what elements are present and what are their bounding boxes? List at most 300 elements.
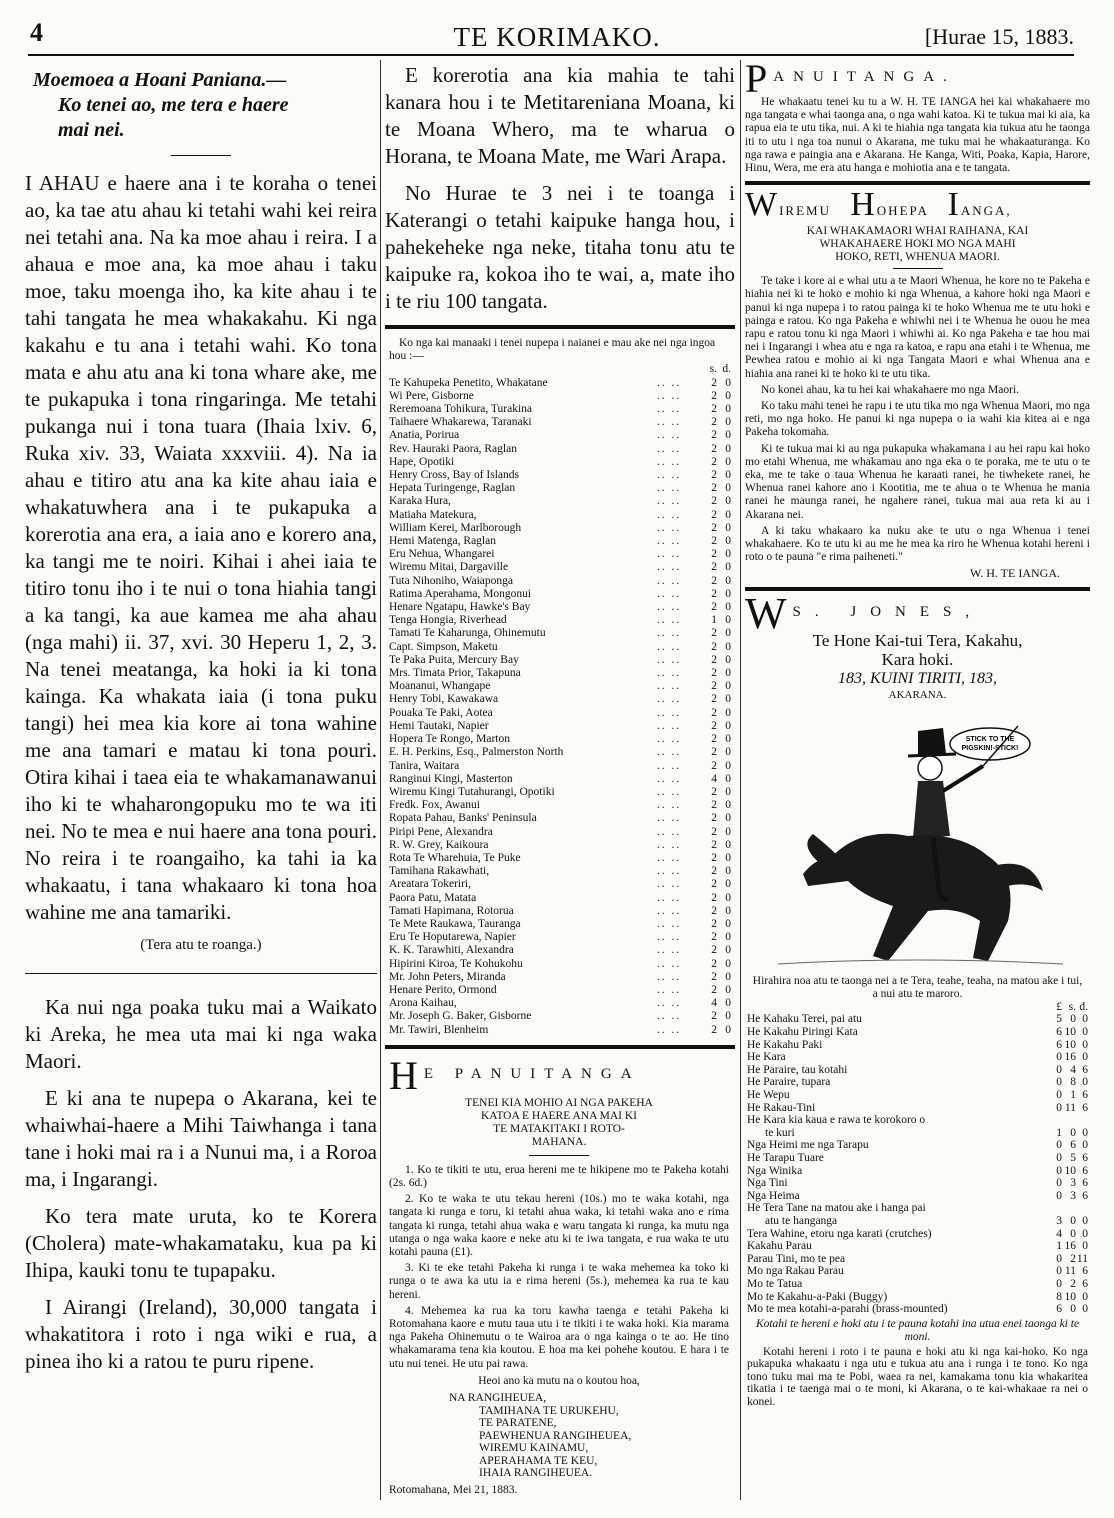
leader-dots: .. .. (656, 469, 682, 482)
subscriber-shillings: 2 (711, 759, 717, 772)
leader-dots: .. .. (656, 508, 682, 521)
subscriber-name: Piripi Pene, Alexandra (389, 825, 493, 838)
notice-item-1: 1. Ko te tikiti te utu, erua hereni me te hikipene mo te Pakeha kotahi (2s. 6d.) (389, 1163, 729, 1189)
subscriber-rows (389, 377, 731, 1037)
price-pence: 6 (1082, 1265, 1088, 1278)
subscriber-name: Hipirini Kiroa, Te Kohukohu (389, 957, 523, 970)
leader-dots: .. .. (656, 878, 682, 891)
notice-place-date: Rotomahana, Mei 21, 1883. (389, 1483, 518, 1496)
signatory-name: APERAHAMA TE KEU, (479, 1454, 598, 1467)
price-pounds: 0 (1056, 1051, 1062, 1064)
shilling-header: s. (709, 363, 717, 376)
notice-signatories (389, 1392, 729, 1480)
subscribers-intro: Ko nga kai manaaki i tenei nupepa i naianei e mau ake nei nga ingoa hou :— (389, 337, 716, 363)
column-3 (745, 62, 1090, 1502)
section-rule (745, 587, 1090, 591)
subscriber-shillings: 2 (711, 799, 717, 812)
subscriber-name: Paora Patu, Matata (389, 891, 477, 904)
subscriber-pence: 0 (725, 878, 731, 891)
price-pence: 0 (1082, 1051, 1088, 1064)
price-item: Mo te mea kotahi-a-parahi (brass-mounted) (747, 1303, 948, 1316)
ad-address: 183, KUINI TIRITI, 183, (837, 669, 998, 687)
subscriber-row (389, 693, 731, 706)
subscriber-shillings: 2 (711, 535, 717, 548)
price-pounds: 3 (1056, 1214, 1062, 1227)
subscriber-shillings: 2 (711, 957, 717, 970)
price-item: Tera Wahine, etoru nga karati (crutches) (747, 1227, 932, 1240)
subscriber-row (389, 971, 731, 984)
price-item: He Rakau-Tini (747, 1101, 816, 1114)
subscriber-row (389, 812, 731, 825)
subscriber-pence: 0 (725, 944, 731, 957)
subscriber-name: E. H. Perkins, Esq., Palmerston North (389, 746, 564, 759)
ad-city: AKARANA. (888, 688, 947, 701)
pence-header: d. (722, 363, 731, 376)
price-row (747, 1102, 1088, 1115)
subscriber-pence: 0 (725, 785, 731, 798)
subscriber-shillings: 2 (711, 983, 717, 996)
price-row (747, 1127, 1088, 1140)
leader-dots: .. .. (656, 957, 682, 970)
price-item: te kuri (765, 1126, 795, 1139)
subscriber-row (389, 746, 731, 759)
price-pence: 0 (1082, 1026, 1088, 1039)
price-row (747, 1139, 1088, 1152)
leader-dots: .. .. (656, 416, 682, 429)
price-pounds: 6 (1056, 1026, 1062, 1039)
subscriber-name: Matiaha Matekura, (389, 508, 477, 521)
subscriber-pence: 0 (725, 495, 731, 508)
subscriber-row (389, 1010, 731, 1023)
subscriber-shillings: 2 (711, 680, 717, 693)
ground-line (778, 960, 1063, 964)
subscriber-name: Henare Ngatapu, Hawke's Bay (389, 601, 531, 614)
subscriber-name: Karaka Hura, (389, 495, 451, 508)
subscriber-name: Henry Cross, Bay of Islands (389, 469, 519, 482)
price-shillings: 10 (1064, 1026, 1076, 1039)
section-rule (385, 1045, 735, 1049)
leader-dots: .. .. (656, 865, 682, 878)
subscriber-name: Tamati Te Kaharunga, Ohinemutu (389, 627, 546, 640)
subscriber-row (389, 905, 731, 918)
subscriber-row (389, 627, 731, 640)
rider-arm (943, 766, 983, 791)
subscriber-pence: 0 (725, 733, 731, 746)
subscriber-row (389, 443, 731, 456)
subscriber-name: Tamati Hapimana, Rotorua (389, 904, 514, 917)
subscriber-name: K. K. Tarawhiti, Alexandra (389, 944, 514, 957)
leader-dots: .. .. (656, 746, 682, 759)
subscriber-row (389, 561, 731, 574)
subscriber-shillings: 2 (711, 931, 717, 944)
price-item: Mo te Tatua (747, 1277, 803, 1290)
subscriber-name: Eru Nehua, Whangarei (389, 548, 495, 561)
leader-dots: .. .. (656, 693, 682, 706)
section-rule (385, 325, 735, 329)
subscriber-shillings: 2 (711, 403, 717, 416)
price-pounds: 5 (1056, 1013, 1062, 1026)
signatory-name: IHAIA RANGIHEUEA. (479, 1467, 593, 1480)
price-shillings: 0 (1070, 1126, 1076, 1139)
subscriber-name: Tenga Hongia, Riverhead (389, 614, 507, 627)
price-row (747, 1039, 1088, 1052)
subscriber-shillings: 2 (711, 429, 717, 442)
notice-item-3: 3. Ki te eke tetahi Pakeha ki runga i te waka mehemea ka toko ki runga o te awa ka utu ia e rima hereni (5s.), mehemea ka rua te kau hereni. (389, 1262, 729, 1301)
subscriber-pence: 0 (725, 812, 731, 825)
subscriber-pence: 0 (725, 667, 731, 680)
subscriber-row (389, 654, 731, 667)
leader-dots: .. .. (656, 680, 682, 693)
price-item: Mo nga Rakau Parau (747, 1265, 844, 1278)
subscriber-pence: 0 (725, 970, 731, 983)
price-row (747, 1089, 1088, 1102)
leader-dots: .. .. (656, 931, 682, 944)
ad-paragraph: Te take i kore ai e whai utu a te Maori Whenua, he kore no te Pakeha e hiahia nei ki te hoko e mohio ki nga Whenua, a kahore hoki nga Maori e panui ki nga nupepa i to ratou painga ki te hoko Whenua me te utu hoki e painga e ratou. Ko nga Pakeha e whiwhi nei i te Whenua he ouou he mea rapu e ratou tonu ki nga Maori i whiwhi ai. Ko nga Pakeha e tae hou mai nei i Ingarangi i whea atu e nga ra katoa, e rapu ana etahi i te Whenua, me Pewhea ratou e mohio ai ki nga Tangata Maori e whai Whenua ana e hiahia ana ranei ki te hoko ki te utu tika. (745, 275, 1090, 380)
rotomahana-notice (385, 1055, 735, 1497)
price-shillings: 0 (1070, 1227, 1076, 1240)
subscriber-shillings: 2 (711, 733, 717, 746)
subscriber-row (389, 469, 731, 482)
price-pence: 0 (1082, 1076, 1088, 1089)
subscriber-row (389, 667, 731, 680)
price-pence (1076, 1114, 1088, 1127)
subscriber-name: William Kerei, Marlborough (389, 521, 522, 534)
column-divider-1 (380, 60, 381, 1500)
price-row (747, 1291, 1088, 1304)
rider-head (918, 756, 942, 780)
ad-closing-text: Kotahi hereni i roto i te pauna e hoki atu ki nga kai-hoko. Ko nga pukapuka whakaatu i nga utu e tukua atu ana i runga i te tono. Ko nga tono tuku mai ma te Pobi, waea ra nei, kamakama tonu kia whakaritea tikatia i te taenga mai o te moni, ki Akarana, o te kai-whakaae ra nei o konei. (747, 1345, 1088, 1408)
price-pence: 0 (1082, 1240, 1088, 1253)
news-ship: No Hurae te 3 nei i te toanga i Katerangi o tetahi kaipuke hanga hou, i pahekeheke nga neke, titaha tonu atu te kaipuke ra, kokoa iho te wai, a, mate iho i te riu 100 tangata. (385, 181, 735, 313)
price-item: He Paraire, tupara (747, 1076, 831, 1089)
article-title-line-2: Ko tenei ao, me tera e haere (58, 94, 289, 116)
leader-dots: .. .. (656, 640, 682, 653)
subscriber-name: R. W. Grey, Kaikoura (389, 838, 489, 851)
dropcap: I (947, 186, 961, 224)
subscriber-name: Eru Te Hoputarewa, Napier (389, 931, 516, 944)
subscriber-shillings: 2 (711, 389, 717, 402)
subscriber-pence: 0 (725, 561, 731, 574)
subscriber-pence: 0 (725, 719, 731, 732)
notice-subhead-4: MAHANA. (531, 1135, 587, 1148)
price-shillings: 4 (1070, 1063, 1076, 1076)
subscriber-shillings: 2 (711, 455, 717, 468)
price-pounds: 6 (1056, 1038, 1062, 1051)
subscriber-row (389, 799, 731, 812)
price-shillings: 0 (1070, 1013, 1076, 1026)
subscriber-shillings: 2 (711, 442, 717, 455)
price-pounds (1050, 1114, 1062, 1127)
notice-item-4: 4. Mehemea ka rua ka toru kawha taenga e tetahi Pakeha ki Rotomahana kaore e mutu taua utu i te tikiti i te waka hoki. Kia marama nga Pakeha Ohinemutu o te Wairoa ara o nga kainga o te ao. He tino whakamarama tena kia koutou. E hoa ma kei pohehe koutou. E hara i te utu nui tenei. He utu pai rawa. (389, 1304, 729, 1370)
subscriber-pence: 0 (725, 574, 731, 587)
subscriber-shillings: 2 (711, 693, 717, 706)
subscriber-name: Areatara Tokeriri, (389, 878, 471, 891)
leader-dots: .. .. (656, 944, 682, 957)
notice-closing: Heoi ano ka mutu na o koutou hoa, (478, 1374, 640, 1387)
subscriber-name: Taihaere Whakarewa, Taranaki (389, 416, 532, 429)
news-mihi: E ki ana te nupepa o Akarana, kei te whaiwhai-haere a Mihi Taiwhanga i tana tane i hoki mai ra i a Nunui ma, i a Roroa ma, i Ingarangi. (25, 1086, 377, 1191)
subscriber-shillings: 2 (711, 376, 717, 389)
subscriber-shillings: 2 (711, 812, 717, 825)
article-title-line-3: mai nei. (58, 119, 125, 141)
section-rule (745, 181, 1090, 185)
subscriber-pence: 0 (725, 931, 731, 944)
leader-dots: .. .. (656, 799, 682, 812)
page-number: 4 (30, 18, 43, 47)
dropcap: P (745, 62, 768, 96)
leader-dots: .. .. (656, 561, 682, 574)
subscriber-shillings: 2 (711, 719, 717, 732)
subscriber-row (389, 944, 731, 957)
continued-note: (Tera atu te roanga.) (140, 937, 262, 953)
price-shillings: 11 (1064, 1265, 1076, 1278)
leader-dots: .. .. (656, 587, 682, 600)
header-rule (28, 54, 1074, 56)
price-row (747, 1278, 1088, 1291)
ad-heading (745, 62, 1090, 96)
subscriber-row (389, 680, 731, 693)
price-pounds: 0 (1056, 1164, 1062, 1177)
leader-dots: .. .. (656, 389, 682, 402)
heading-part: OHEPA (876, 203, 929, 219)
subscriber-pence: 0 (725, 521, 731, 534)
subscriber-row (389, 456, 731, 469)
subscriber-pence: 0 (725, 416, 731, 429)
subscriber-name: Henare Perito, Ormond (389, 983, 497, 996)
balloon-text-2: PIGSKIN!-STICK! (961, 744, 1018, 752)
article-title (33, 68, 377, 143)
price-shillings: 3 (1070, 1189, 1076, 1202)
subscriber-shillings: 2 (711, 469, 717, 482)
ad-intro: Hirahira noa atu te taonga nei a te Tera, teahe, teaha, na matou ake i tui, a nui atu te maroro. (752, 974, 1083, 1000)
price-item: Nga Heimi me nga Tarapu (747, 1139, 869, 1152)
price-row (747, 1152, 1088, 1165)
price-shillings: 6 (1070, 1139, 1076, 1152)
subscriber-pence: 0 (725, 891, 731, 904)
subscriber-name: Rota Te Wharehuia, Te Puke (389, 851, 521, 864)
subscriber-name: Mr. Tawiri, Blenheim (389, 1023, 489, 1036)
leader-dots: .. .. (656, 812, 682, 825)
news-briefs (385, 62, 735, 315)
subscriber-row (389, 733, 731, 746)
notice-item-2: 2. Ko te waka te utu tekau hereni (10s.) mo te waka kotahi, nga tangata ki runga e toru, ki tetahi ahua waka, ki tetahi waka ano e rima tangata ki runga, tetahi ahua waka e waru tangata ki runga, ka mutu nga utanga o nga waka kaore e neke atu ki te iwa tangata, e rua waka te utu kotahi pauna (£1). (389, 1193, 729, 1258)
price-pounds: 0 (1056, 1177, 1062, 1190)
price-row (747, 1076, 1088, 1089)
subscriber-shillings: 2 (711, 653, 717, 666)
price-pence: 0 (1082, 1290, 1088, 1303)
subscriber-shillings: 4 (711, 997, 717, 1010)
subscriber-pence: 0 (725, 957, 731, 970)
subscriber-row (389, 482, 731, 495)
subscriber-pence: 0 (725, 825, 731, 838)
leader-dots: .. .. (656, 442, 682, 455)
subscriber-shillings: 1 (711, 614, 717, 627)
leader-dots: .. .. (656, 1023, 682, 1036)
leader-dots: .. .. (656, 376, 682, 389)
subscriber-pence: 0 (725, 482, 731, 495)
notice-subhead-3: TE MATAKITAKI I ROTO- (493, 1122, 625, 1135)
subscriber-pence: 0 (725, 865, 731, 878)
leader-dots: .. .. (656, 970, 682, 983)
subscriber-shillings: 2 (711, 495, 717, 508)
subscriber-pence: 0 (725, 601, 731, 614)
leader-dots: .. .. (656, 614, 682, 627)
price-pounds: 0 (1056, 1101, 1062, 1114)
price-shillings: 0 (1070, 1303, 1076, 1316)
news-ireland: I Airangi (Ireland), 30,000 tangata i whakatitora i roto i nga wiki e rua, a pinea iho ki a ratou te puru ripene. (25, 1295, 377, 1373)
subscriber-pence: 0 (725, 746, 731, 759)
leader-dots: .. .. (656, 983, 682, 996)
subscriber-name: Te Mete Raukawa, Tauranga (389, 917, 521, 930)
price-pounds: 0 (1056, 1277, 1062, 1290)
price-item: Nga Tini (747, 1177, 788, 1190)
news-pigs: Ka nui nga poaka tuku mai a Waikato ki Areka, he mea uta mai ki nga waka Maori. (25, 995, 377, 1073)
price-row (747, 1064, 1088, 1077)
subscribers-list (385, 335, 735, 1039)
price-shillings (1062, 1202, 1076, 1215)
subscriber-shillings: 2 (711, 917, 717, 930)
subscriber-row (389, 1024, 731, 1037)
subscriber-name: Hepata Turingenge, Raglan (389, 482, 516, 495)
price-pounds: 6 (1056, 1303, 1062, 1316)
subscriber-row (389, 522, 731, 535)
dropcap: H (389, 1058, 418, 1093)
subscriber-name: Tuta Nihoniho, Waiaponga (389, 574, 513, 587)
price-pounds: 8 (1056, 1290, 1062, 1303)
subscriber-row (389, 509, 731, 522)
subscriber-pence: 0 (725, 680, 731, 693)
leader-dots: .. .. (656, 851, 682, 864)
notice-heading (389, 1059, 729, 1093)
price-item: He Kahaku Terei, pai atu (747, 1013, 862, 1026)
subscriber-row (389, 641, 731, 654)
price-shillings: 5 (1070, 1152, 1076, 1165)
subscriber-pence: 0 (725, 653, 731, 666)
subscriber-row (389, 535, 731, 548)
leader-dots: .. .. (656, 904, 682, 917)
price-pounds: 0 (1056, 1152, 1062, 1165)
leader-dots: .. .. (656, 403, 682, 416)
leader-dots: .. .. (656, 1010, 682, 1023)
price-pounds: 0 (1056, 1139, 1062, 1152)
subscriber-name: Henry Tobi, Kawakawa (389, 693, 499, 706)
subscriber-pence: 0 (725, 535, 731, 548)
subscriber-pence: 0 (725, 508, 731, 521)
subscriber-shillings: 2 (711, 548, 717, 561)
dream-paragraph: I AHAU e haere ana i te koraha o tenei ao, ka tae atu ahau ki tetahi wahi kei reira nei tetahi ana. Na ka moe ahau i reira. I a ahaua e moe ana, ka moe ahau i taku moe, taku moenga iho, ka kite ahau i te tahi tangata he mea whakakahu. Ki nga kakahu e tu ana i tetahi wahi. Ko tona mata e ahu atu ana ki tona whare ake, me te pukapuka i tona ringaringa. Me tetahi pukanga nui i tona tuara (Ihaia lxiv. 6, Ruka xiv. 33, Waiata xxxviii. 4). Na ia ahau e titiro atu ana ka kite ahau iaia e whakatuwhera ana i te pukapuka a korerotia ana era, a iaia ano e korero ana, ka tangi me te noiri. Kihai i ahei iaia te titiro tonu iho i te nui o tona hiahia tangi a ka tangi, ka aue kamea me aha ahau (nga mahi) ii. 37, xvi. 30 Heperu 1, 2, 3. Na tenei meatanga, ka hoki ia ki tona kainga. Ka whakata iaia (i tona puku tangi) hei mea kia kore ai tona wahine me ana tamari e matau ki tona pouri. Otira kihai i taea eia te whakamanawanui iho ki te whaharongopuku mo te wa iti nei. No te mea e nui haere ana tona pouri. No reira i te roangaiho, ka tahi ia ka whakaatu, i tana whakaaro ki tona hoa wahine me ana tamariki. (25, 171, 377, 924)
subscriber-row (389, 852, 731, 865)
subscriber-row (389, 707, 731, 720)
subscriber-shillings: 2 (711, 416, 717, 429)
leader-dots: .. .. (656, 574, 682, 587)
signatory-name: TE PARATENE, (479, 1417, 557, 1430)
price-shillings (1062, 1114, 1076, 1127)
price-pounds: 0 (1056, 1076, 1062, 1089)
subscriber-row (389, 931, 731, 944)
leader-dots: .. .. (656, 495, 682, 508)
subscriber-row (389, 892, 731, 905)
subscriber-shillings: 2 (711, 838, 717, 851)
subscriber-row (389, 575, 731, 588)
subscriber-name: Ratima Aperahama, Mongonui (389, 587, 532, 600)
price-shillings: 1 (1070, 1089, 1076, 1102)
leader-dots: .. .. (656, 785, 682, 798)
panuitanga-ad (745, 62, 1090, 175)
subscriber-pence: 0 (725, 587, 731, 600)
article-title-line-1: Moemoea a Hoani Paniana.— (33, 69, 287, 91)
price-pence: 6 (1082, 1189, 1088, 1202)
leader-dots: .. .. (656, 759, 682, 772)
subscriber-name: Te Paka Puita, Mercury Bay (389, 653, 519, 666)
subscriber-shillings: 2 (711, 825, 717, 838)
price-shillings: 11 (1064, 1101, 1076, 1114)
subscriber-pence: 0 (725, 1010, 731, 1023)
price-item: Nga Winika (747, 1164, 803, 1177)
leader-dots: .. .. (656, 627, 682, 640)
ad-subhead: Te Hone Kai-tui Tera, Kakahu, (812, 630, 1023, 650)
subscriber-pence: 0 (725, 772, 731, 785)
subscriber-pence: 0 (725, 706, 731, 719)
subscriber-pence: 0 (725, 429, 731, 442)
price-shillings: 16 (1064, 1051, 1076, 1064)
signatory-name: NA RANGIHEUEA, (449, 1392, 547, 1405)
subscriber-shillings: 2 (711, 785, 717, 798)
subscriber-row (389, 997, 731, 1010)
price-row (747, 1190, 1088, 1203)
price-pounds: 0 (1056, 1265, 1062, 1278)
subscriber-shillings: 2 (711, 561, 717, 574)
subscriber-pence: 0 (725, 904, 731, 917)
signatory-name: PAEWHENUA RANGIHEUEA, (479, 1429, 632, 1442)
jones-ad (745, 597, 1090, 1409)
price-row (747, 1240, 1088, 1253)
price-row (747, 1228, 1088, 1241)
ad-subhead-1: KAI WHAKAMAORI WHAI RAIHANA, KAI (806, 225, 1029, 238)
ad-subhead-2: WHAKAHAERE HOKI MO NGA MAHI (819, 238, 1016, 251)
subscriber-pence: 0 (725, 983, 731, 996)
subscriber-name: Arona Kaihau, (389, 997, 457, 1010)
subscriber-name: Ranginui Kingi, Masterton (389, 772, 513, 785)
price-item: He Paraire, tau kotahi (747, 1063, 848, 1076)
subscriber-row (389, 720, 731, 733)
subscriber-pence: 0 (725, 799, 731, 812)
price-pence: 0 (1082, 1038, 1088, 1051)
subscriber-row (389, 826, 731, 839)
section-rule (529, 1155, 589, 1156)
price-pounds: 0 (1056, 1252, 1062, 1265)
signatory-name: WIREMU KAINAMU, (479, 1442, 589, 1455)
price-pounds (1050, 1202, 1062, 1215)
subscriber-pence: 0 (725, 627, 731, 640)
ad-paragraph: No konei ahau, ka tu hei kai whakahaere mo nga Maori. (761, 383, 1020, 396)
leader-dots: .. .. (656, 838, 682, 851)
subscriber-name: Hemi Matenga, Raglan (389, 535, 496, 548)
subscriber-shillings: 2 (711, 904, 717, 917)
subscriber-shillings: 2 (711, 482, 717, 495)
subscriber-row (389, 588, 731, 601)
newspaper-title: TE KORIMAKO. (453, 22, 661, 52)
price-pence: 6 (1082, 1152, 1088, 1165)
subscriber-name: Mr. Joseph G. Baker, Gisborne (389, 1010, 532, 1023)
subscriber-name: Te Kahupeka Penetito, Whakatane (389, 376, 548, 389)
ad-heading (745, 597, 1090, 631)
leader-dots: .. .. (656, 429, 682, 442)
price-item: He Kakahu Piringi Kata (747, 1026, 858, 1039)
subscriber-name: Ropata Pahau, Banks' Peninsula (389, 812, 537, 825)
subscriber-pence: 0 (725, 614, 731, 627)
ad-subhead-3: HOKO, RETI, WHENUA MAORI. (835, 251, 1000, 264)
ad-paragraph: Ki te tukua mai ki au nga pukapuka whakamana i au hei rapu kai hoko mo etahi Whenua, me whakamau ano nga eka o te poraka, me te utu o te eka, me te take o taua Whenua he karaati ranei, he tiwhekete ranei, he Whenua ranei kahore ano i Kootitia, me te ahua o te Whenua he mania ranei he maunga ranei, he ngahere ranei, tukua mai aua reta ki au i Akarana nei. (745, 442, 1090, 521)
